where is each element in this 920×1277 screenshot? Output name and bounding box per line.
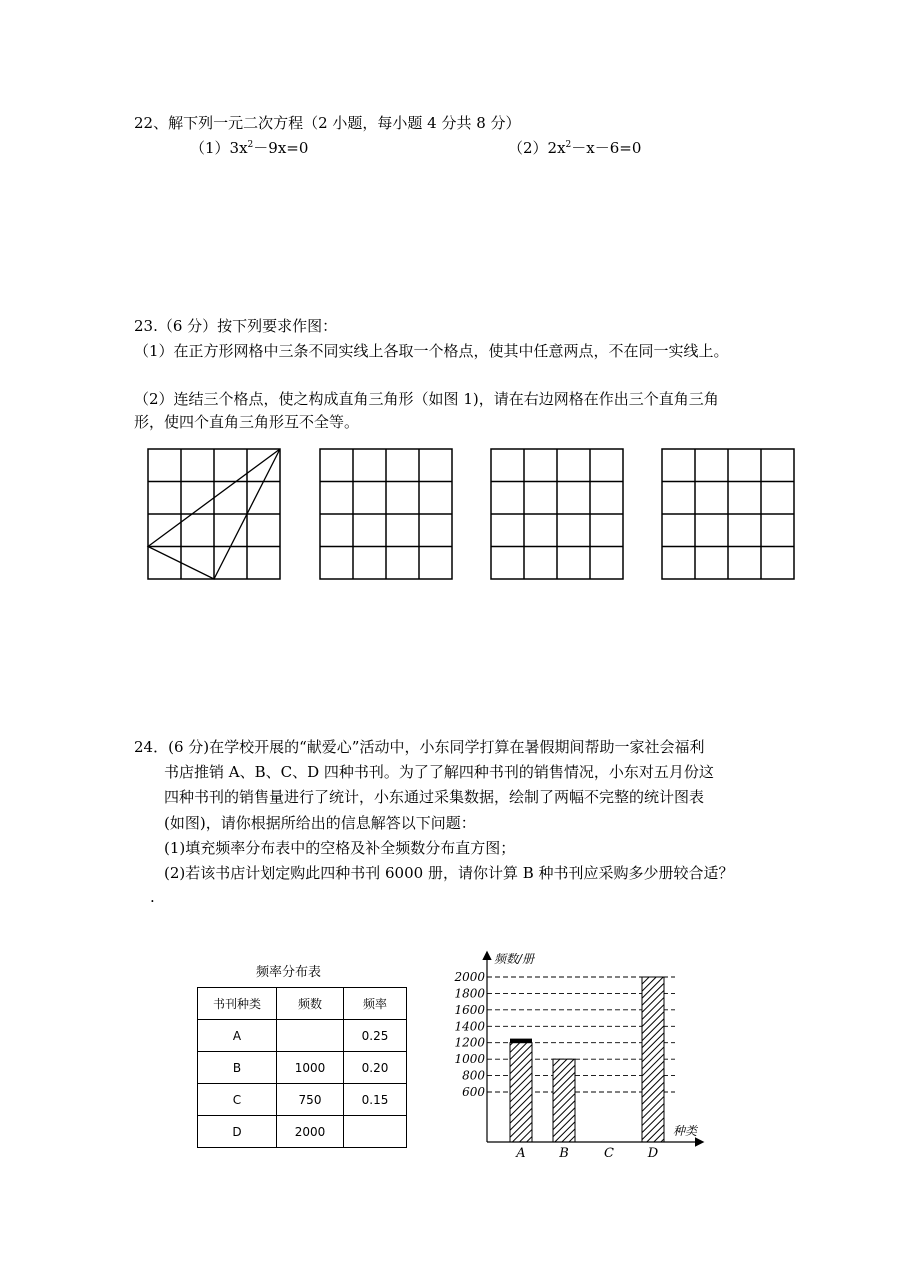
frequency-histogram xyxy=(440,945,720,1165)
q24-line5: (2)若该书店计划定购此四种书刊 6000 册，请你计算 B 种书刊应采购多少册较合适？ xyxy=(164,864,734,882)
cell: 1000 xyxy=(277,1052,344,1084)
q22-part2 xyxy=(508,138,641,158)
grid-figure-1 xyxy=(146,447,282,581)
grid-figure-3 xyxy=(489,447,625,581)
q24-line1: 书店推销 A、B、C、D 四种书刊。为了了解四种书刊的销售情况，小东对五月份这 xyxy=(164,763,714,781)
y-tick-label: 2000 xyxy=(454,970,485,984)
q24-line2: 四种书刊的销售量进行了统计，小东通过采集数据，绘制了两幅不完整的统计图表 xyxy=(164,788,705,806)
q23-line2: （2）连结三个格点，使之构成直角三角形（如图 1)，请在右边网格在作出三个直角三角 xyxy=(134,390,719,408)
x-tick-label: C xyxy=(604,1146,614,1161)
y-tick-label: 1200 xyxy=(454,1035,485,1050)
cell: B xyxy=(198,1052,277,1084)
x-tick-label: B xyxy=(559,1146,569,1161)
q23-line1: （1）在正方形网格中三条不同实线上各取一个格点，使其中任意两点，不在同一实线上。 xyxy=(134,342,729,360)
bar-d xyxy=(642,977,664,1142)
q23-title: 23.（6 分）按下列要求作图： xyxy=(134,317,338,335)
cell: 0.20 xyxy=(344,1052,407,1084)
q22-part1-exp: 2 xyxy=(247,140,254,150)
q22-part2-pre: （2）2x xyxy=(508,139,566,157)
q22-part1 xyxy=(190,138,308,158)
table-title: 频率分布表 xyxy=(256,965,322,980)
table-header-row xyxy=(198,988,407,1020)
header-rate: 频率 xyxy=(344,988,407,1020)
y-tick-label: 1400 xyxy=(454,1019,485,1034)
y-axis-label: 频数/册 xyxy=(494,952,535,966)
bar-a-cap xyxy=(510,1039,532,1043)
y-tick-label: 600 xyxy=(462,1085,485,1099)
y-tick-label: 1800 xyxy=(454,986,485,1001)
y-tick-label: 1600 xyxy=(454,1002,485,1017)
grid-figure-2 xyxy=(318,447,454,581)
table-row xyxy=(198,1084,407,1116)
cell xyxy=(277,1020,344,1052)
x-tick-label: D xyxy=(647,1146,659,1161)
stray-dot: . xyxy=(150,888,155,906)
frequency-table xyxy=(197,987,407,1148)
x-tick-label: A xyxy=(516,1146,526,1161)
cell xyxy=(344,1116,407,1148)
header-frequency: 频数 xyxy=(277,988,344,1020)
cell: 2000 xyxy=(277,1116,344,1148)
q22-part2-exp: 2 xyxy=(565,140,572,150)
cell: A xyxy=(198,1020,277,1052)
cell: 0.25 xyxy=(344,1020,407,1052)
table-row xyxy=(198,1020,407,1052)
q22-part1-pre: （1）3x xyxy=(190,139,248,157)
cell: D xyxy=(198,1116,277,1148)
q22-title: 22、解下列一元二次方程（2 小题，每小题 4 分共 8 分） xyxy=(134,114,521,132)
cell: C xyxy=(198,1084,277,1116)
q22-part2-post: －x－6=0 xyxy=(571,139,642,157)
grid-figure-4 xyxy=(660,447,796,581)
table-row xyxy=(198,1116,407,1148)
q24-line4: (1)填充频率分布表中的空格及补全频数分布直方图； xyxy=(164,839,516,857)
cell: 750 xyxy=(277,1084,344,1116)
y-tick-label: 800 xyxy=(462,1068,485,1083)
cell: 0.15 xyxy=(344,1084,407,1116)
q22-part1-post: －9x=0 xyxy=(253,139,309,157)
bar-b xyxy=(553,1059,575,1142)
header-category: 书刊种类 xyxy=(198,988,277,1020)
q24-line0: 24．(6 分)在学校开展的“献爱心”活动中，小东同学打算在暑假期间帮助一家社会福利 xyxy=(134,738,705,756)
x-axis-label: 种类 xyxy=(673,1124,698,1138)
q24-line3: (如图)，请你根据所给出的信息解答以下问题： xyxy=(164,814,476,832)
q23-line3: 形，使四个直角三角形互不全等。 xyxy=(134,413,360,431)
table-row xyxy=(198,1052,407,1084)
bar-a xyxy=(510,1043,532,1142)
y-tick-label: 1000 xyxy=(454,1052,485,1067)
